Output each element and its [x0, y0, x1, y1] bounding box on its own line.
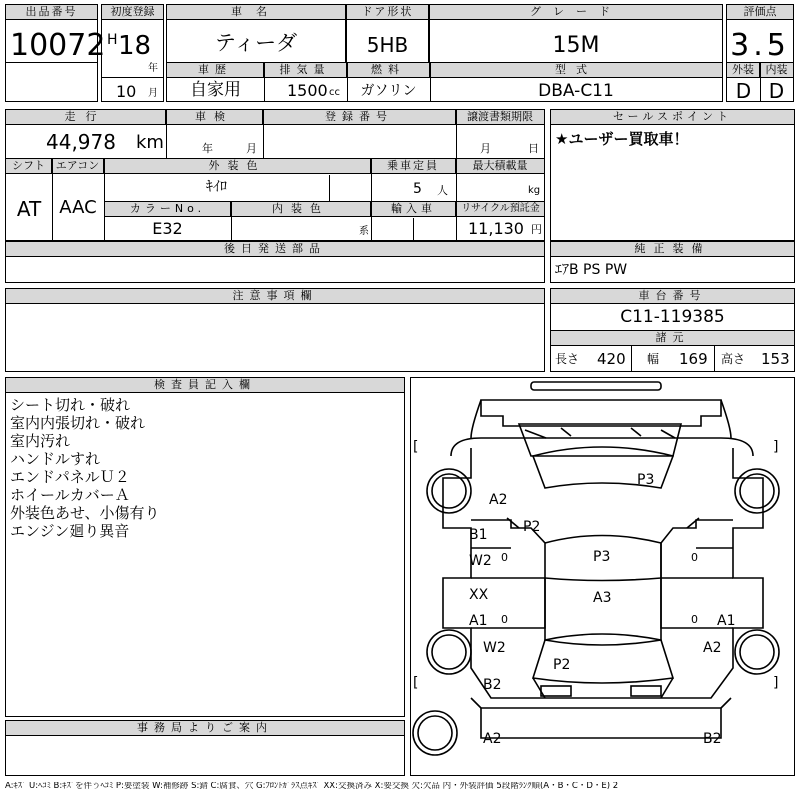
zero-mark: 0: [501, 613, 508, 626]
score: 3.5: [730, 28, 790, 63]
lot-number-header: 出品番号: [6, 5, 97, 20]
ext-color: ｷｲﾛ: [206, 179, 227, 195]
damage-mark: A1: [717, 613, 736, 629]
inspector-note: シート切れ・破れ: [10, 396, 131, 414]
mileage: 44,978: [46, 130, 116, 154]
damage-mark: XX: [469, 587, 489, 603]
score-cell: [726, 4, 794, 102]
car-history: 自家用: [190, 80, 241, 100]
aircon: AAC: [59, 197, 97, 218]
int-color-header: 内装色: [231, 202, 371, 217]
chassis-cell: [550, 288, 795, 372]
sales-point-header: セールスポイント: [551, 110, 794, 125]
first-registration-header: 初度登録: [102, 5, 163, 20]
office-header: 事務局よりご案内: [6, 721, 404, 736]
model-type: DBA-C11: [538, 81, 614, 101]
damage-mark: W2: [483, 640, 506, 656]
inspector-note: 室内汚れ: [10, 432, 71, 450]
inspection-year: 年: [202, 142, 213, 155]
displacement: 1500: [287, 81, 328, 100]
aircon-header: エアコン: [52, 159, 104, 174]
transfer-header: 譲渡書類期限: [456, 110, 544, 125]
equipment-header: 純正装備: [551, 242, 794, 257]
lot-number: 10072: [10, 28, 106, 63]
damage-mark: A3: [593, 590, 612, 606]
bracket-close: ]: [773, 675, 779, 691]
import-header: 輸入車: [372, 202, 456, 217]
inspection-header: 車検: [166, 110, 263, 125]
inspector-cell: [5, 377, 405, 717]
bracket-open: [: [413, 439, 419, 455]
zero-mark: 0: [691, 613, 698, 626]
first-registration-cell: [101, 4, 164, 102]
score-header: 評価点: [727, 5, 793, 20]
fuel-header: 燃料: [347, 63, 430, 78]
transfer-day: 日: [528, 142, 539, 155]
shift-header: シフト: [6, 159, 52, 174]
specs-row: [166, 62, 723, 102]
width: 169: [679, 350, 708, 368]
car-diagram-cell: [410, 377, 795, 776]
chassis-header: 車台番号: [551, 289, 794, 304]
lot-number-cell: [5, 4, 106, 102]
door-header: ドア形状: [347, 5, 428, 20]
history-header: 車歴: [167, 63, 264, 78]
bracket-close: ]: [773, 439, 779, 455]
car-name-cell: [166, 4, 346, 64]
inspection-month: 月: [246, 142, 257, 155]
year-unit: 年: [148, 63, 158, 74]
inspector-note: 外装色あせ、小傷有り: [10, 504, 160, 522]
capacity-header: 乗車定員: [371, 159, 456, 174]
inspector-note: エンジン廻り異音: [10, 522, 130, 540]
damage-mark: B1: [469, 527, 488, 543]
door-cell: [346, 4, 429, 64]
equipment-cell: [550, 241, 795, 283]
month-unit: 月: [148, 88, 158, 99]
reg-no-header: 登録番号: [263, 110, 456, 125]
capacity: 5: [413, 181, 422, 197]
grade-header: グレード: [430, 5, 722, 20]
damage-mark: B2: [703, 731, 722, 747]
int-color-unit: 系: [359, 226, 369, 237]
ext-color-header: 外装色: [104, 159, 371, 174]
fuel: ガソリン: [360, 83, 417, 99]
exterior-header: 外装: [727, 63, 760, 78]
damage-mark: P2: [553, 657, 571, 673]
displacement-unit: cc: [329, 87, 340, 98]
sales-point-text: ★ユーザー買取車！: [555, 130, 689, 148]
mileage-unit: km: [136, 132, 164, 153]
specs-header: 諸元: [551, 331, 794, 346]
color-no-header: カラーNo.: [105, 202, 231, 217]
zero-mark: 0: [691, 551, 698, 564]
bracket-open: [: [413, 675, 419, 691]
length-label: 長さ: [555, 352, 580, 366]
damage-mark: P2: [523, 519, 541, 535]
inspector-note: ホイールカバーＡ: [10, 486, 130, 504]
damage-mark: A2: [489, 492, 508, 508]
exterior-grade: D: [735, 79, 752, 103]
car-name-header: 車名: [167, 5, 345, 20]
zero-mark: 0: [501, 551, 508, 564]
shift: AT: [16, 197, 42, 221]
damage-mark: P3: [593, 549, 611, 565]
recycle-header: リサイクル預託金: [457, 202, 544, 217]
color-no: E32: [152, 219, 183, 238]
notes-header: 注意事項欄: [6, 289, 544, 304]
equipment: ｴｱB PS PW: [555, 262, 628, 278]
inspector-note: 室内内張切れ・破れ: [10, 414, 146, 432]
capacity-unit: 人: [437, 184, 448, 197]
mileage-header: 走行: [6, 110, 166, 125]
recycle-fee: 11,130: [468, 219, 524, 238]
length: 420: [597, 350, 626, 368]
damage-mark: B2: [483, 677, 502, 693]
displacement-header: 排気量: [264, 63, 347, 78]
legend: A:ｷｽﾞ U:ﾍｺﾐ B:ｷｽﾞを伴うﾍｺﾐ P:要塗装 W:補修跡 S:錆 C:腐食、穴 G:ﾌﾛﾝﾄｶﾞﾗｽ点ｷｽﾞ XX:交換済み X:要交換 欠:欠品 内・外装評価 5段階ﾗﾝｸ順(A・B・C・D・E) 2: [5, 782, 619, 791]
office-cell: [5, 720, 405, 776]
later-parts-cell: [5, 241, 545, 283]
later-parts-header: 後日発送部品: [6, 242, 544, 257]
sales-point-cell: [550, 109, 795, 241]
notes-cell: [5, 288, 545, 372]
mileage-block: [5, 109, 545, 241]
inspector-note: エンドパネルＵ２: [10, 468, 130, 486]
max-load-unit: kg: [528, 185, 541, 196]
damage-mark: A2: [703, 640, 722, 656]
max-load-header: 最大積載量: [456, 159, 544, 174]
recycle-unit: 円: [531, 223, 542, 236]
interior-header: 内装: [760, 63, 793, 78]
damage-mark: P3: [637, 472, 655, 488]
car-diagram: [411, 378, 794, 775]
inspector-note: ハンドルすれ: [10, 450, 101, 468]
damage-mark: W2: [469, 553, 492, 569]
width-label: 幅: [647, 352, 660, 366]
registration-month: 10: [116, 82, 137, 101]
transfer-month: 月: [480, 142, 491, 155]
height-label: 高さ: [721, 352, 746, 366]
grade-cell: [429, 4, 723, 64]
grade: 15M: [552, 33, 600, 58]
height: 153: [761, 350, 790, 368]
inspector-notes-list: [10, 396, 160, 540]
era: H: [107, 32, 118, 48]
damage-mark: A1: [469, 613, 488, 629]
car-name: ティーダ: [214, 31, 298, 55]
registration-year: 18: [118, 31, 152, 61]
model-type-header: 型式: [430, 63, 722, 78]
interior-grade: D: [768, 79, 785, 103]
chassis-no: C11-119385: [620, 307, 725, 327]
inspector-header: 検査員記入欄: [6, 378, 404, 393]
door-type: 5HB: [366, 33, 409, 57]
damage-mark: A2: [483, 731, 502, 747]
